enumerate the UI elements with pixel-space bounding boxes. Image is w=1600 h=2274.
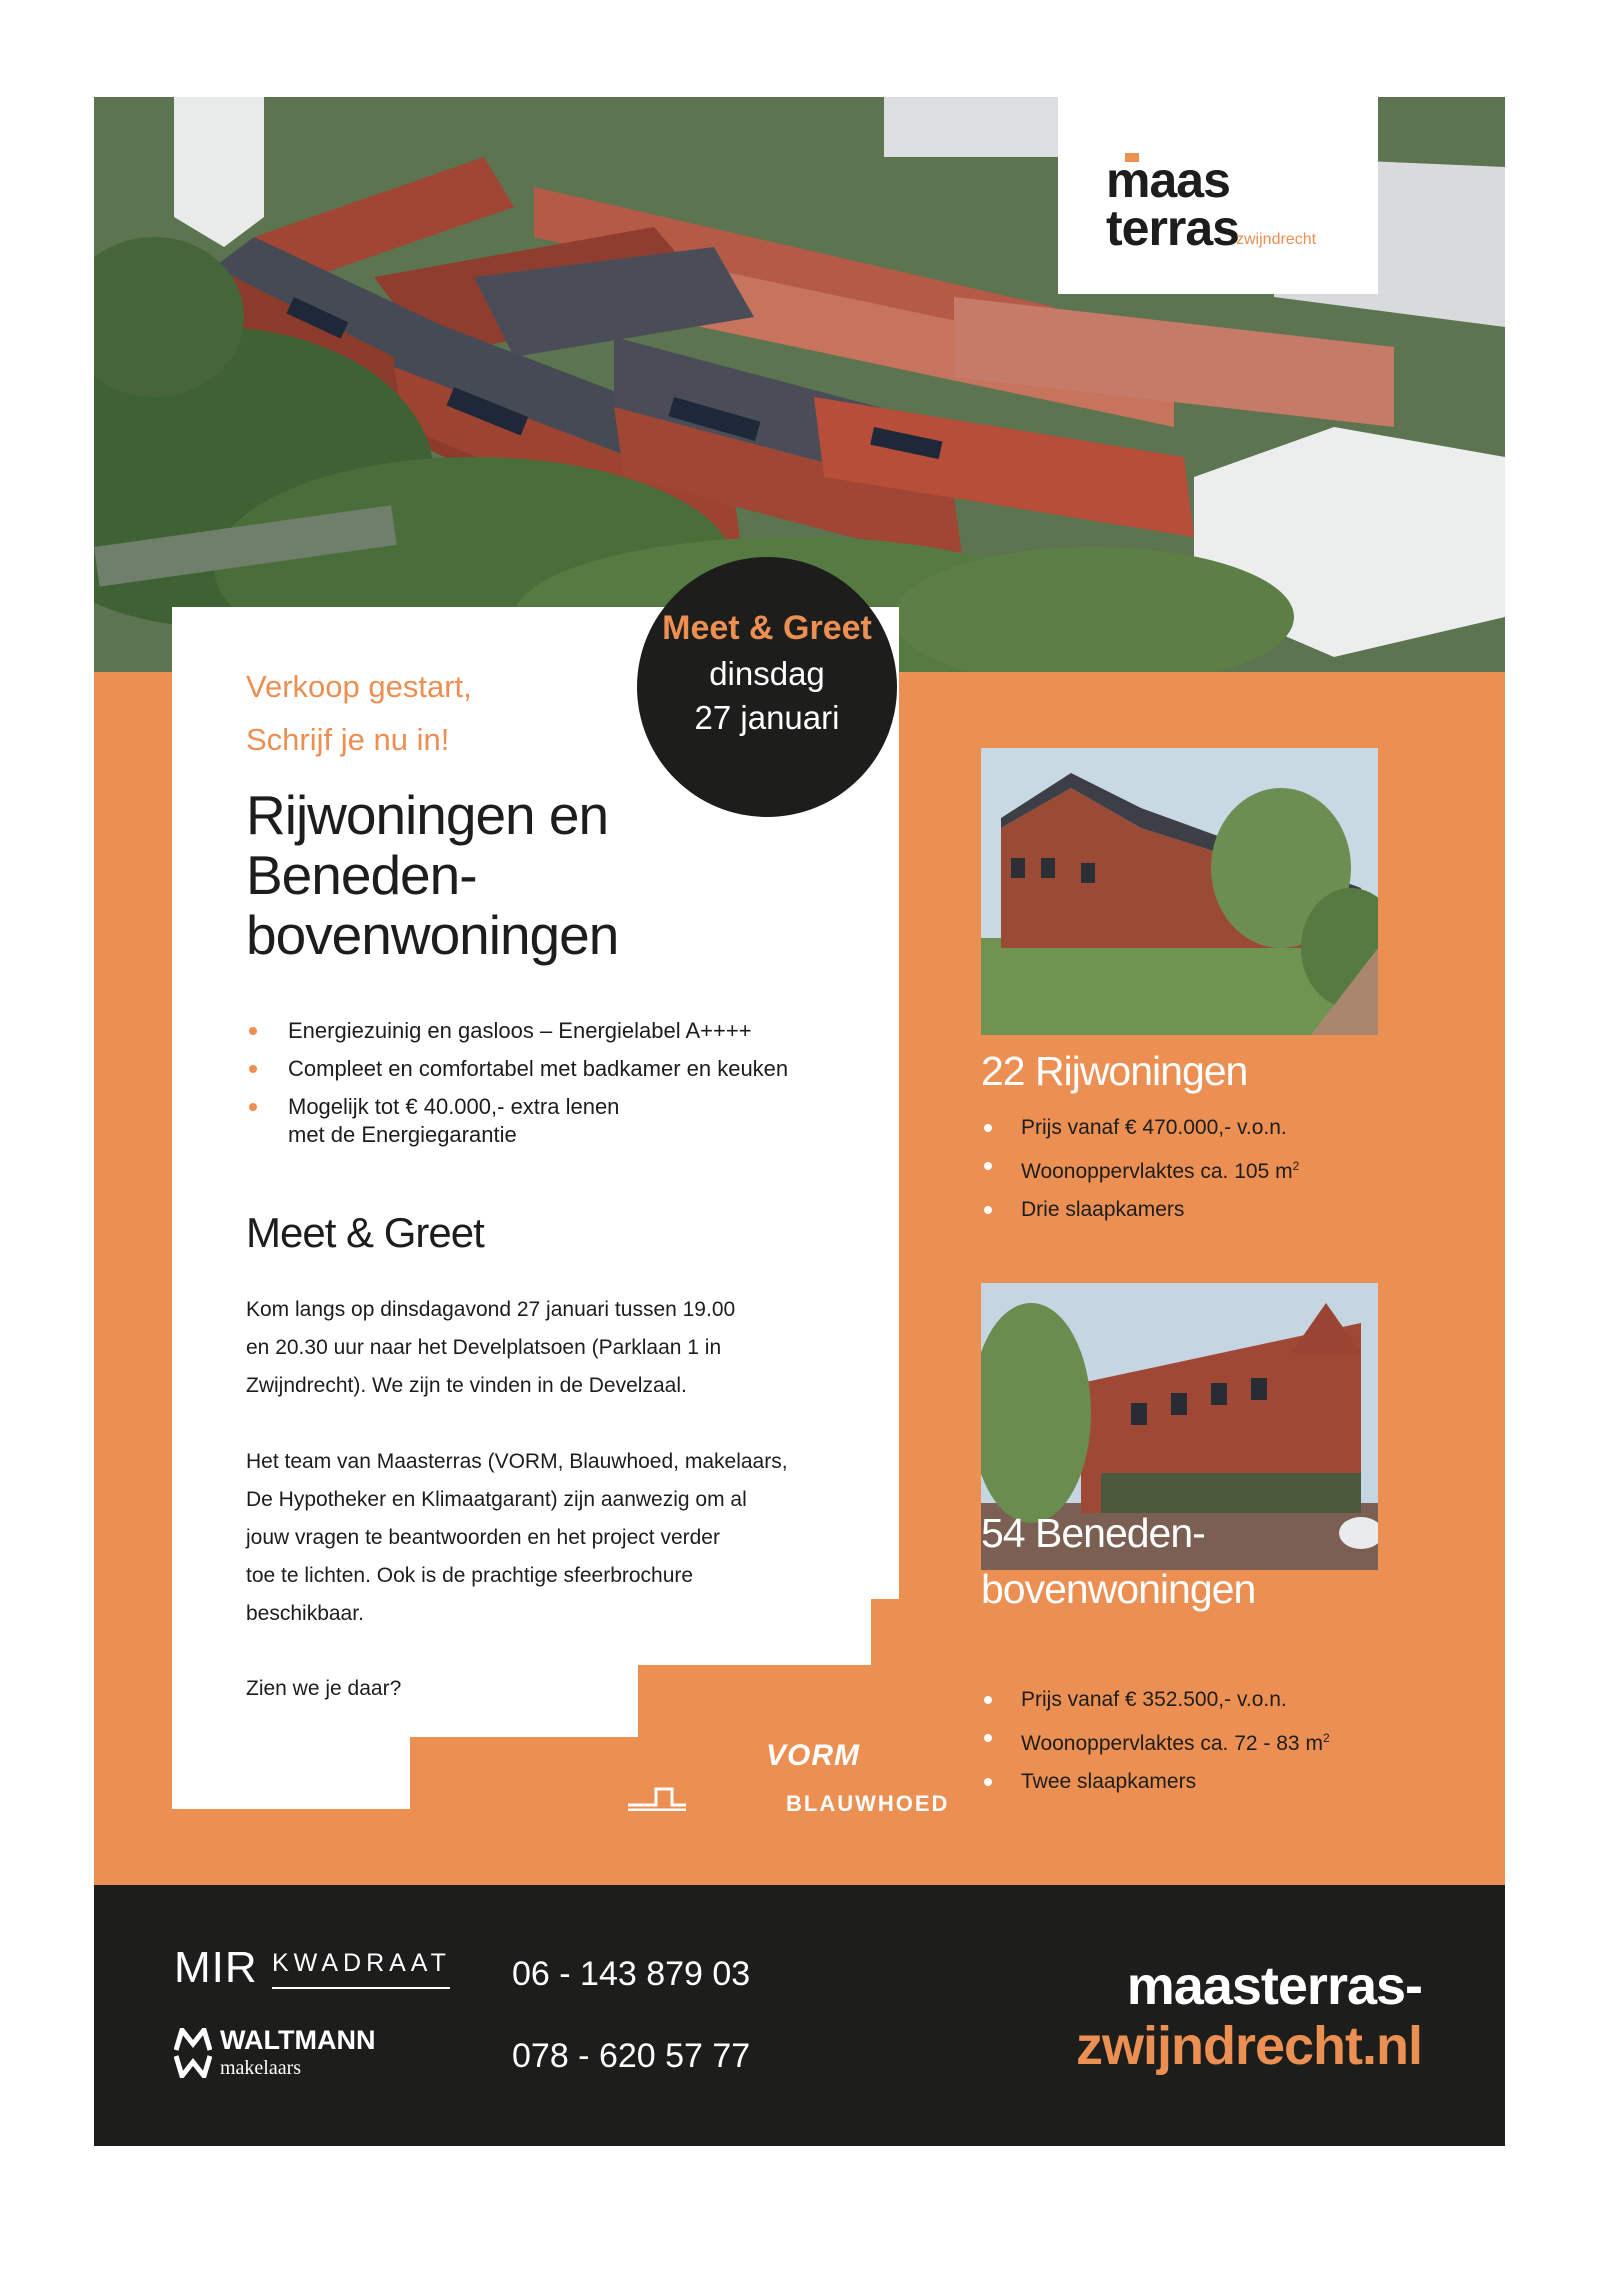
rijwoningen-title: 22 Rijwoningen [981, 1048, 1248, 1094]
paragraph-line: Kom langs op dinsdagavond 27 januari tussen 19.00 [246, 1298, 736, 1321]
bovenwoningen-title [981, 1505, 1255, 1617]
paragraph-line: De Hypotheker en Klimaatgarant) zijn aanwezig om al [246, 1488, 747, 1511]
spec-item: Twee slaapkamers [981, 1763, 1330, 1801]
paragraph-line: en 20.30 uur naar het Develplatsoen (Parklaan 1 in [246, 1336, 722, 1359]
meet-greet-paragraph-1 [246, 1291, 846, 1405]
paragraph-line: jouw vragen te beantwoorden en het project verder [246, 1526, 720, 1549]
info-panel-step-3 [172, 1737, 410, 1809]
unit-superscript: 2 [1322, 1731, 1330, 1745]
feature-list [246, 1012, 806, 1126]
waltmann-subtitle: makelaars [220, 2057, 302, 2079]
blauwhoed-logo: BLAUWHOED [786, 1791, 950, 1816]
rijwoningen-photo [981, 748, 1378, 1035]
logo-line2: terras [1106, 200, 1239, 256]
meet-greet-paragraph-2 [246, 1443, 846, 1633]
mir-logo-text: MIR [174, 1943, 258, 1992]
event-badge [637, 557, 897, 817]
logo-subtitle: zwijndrecht [1236, 231, 1317, 248]
event-badge-title: Meet & Greet [662, 609, 872, 647]
vorm-logo: VORM [766, 1739, 860, 1772]
event-badge-date: 27 januari [694, 699, 840, 736]
feature-item: Mogelijk tot € 40.000,- extra lenen [246, 1088, 806, 1126]
headline-line-3: bovenwoningen [246, 904, 619, 966]
footer [94, 1885, 1505, 2146]
feature-item: Energiezuinig en gasloos – Energielabel A++++ [246, 1012, 806, 1050]
spec-text: Woonoppervlaktes ca. 72 - 83 m [1021, 1732, 1323, 1755]
tagline-line-1: Verkoop gestart, [246, 669, 472, 704]
spec-item: Drie slaapkamers [981, 1191, 1299, 1229]
headline-line-2: Beneden- [246, 844, 477, 906]
meet-greet-title: Meet & Greet [246, 1209, 484, 1256]
spec-item: Prijs vanaf € 352.500,- v.o.n. [981, 1681, 1330, 1719]
tagline-line-2: Schrijf je nu in! [246, 722, 450, 757]
spec-item: Prijs vanaf € 470.000,- v.o.n. [981, 1109, 1299, 1147]
bovenwoningen-specs [981, 1681, 1330, 1801]
rijwoningen-specs [981, 1109, 1299, 1229]
spec-item [981, 1719, 1330, 1763]
headline [246, 785, 618, 965]
kwadraat-logo-text: KWADRAAT [272, 1949, 451, 1977]
unit-superscript: 2 [1292, 1159, 1300, 1173]
phone-number-1[interactable]: 06 - 143 879 03 [512, 1955, 751, 1993]
waltmann-logo-text: WALTMANN [220, 2025, 376, 2055]
logo-line1: maas [1106, 152, 1230, 208]
bovenwoningen-title-line-1: 54 Beneden- [981, 1510, 1205, 1556]
website-line-2[interactable]: zwijndrecht.nl [1075, 2016, 1422, 2076]
paragraph-line: Het team van Maasterras (VORM, Blauwhoed, makelaars, [246, 1450, 788, 1473]
meet-greet-closing: Zien we je daar? [246, 1677, 402, 1700]
waltmann-icon [174, 2028, 212, 2078]
maasterras-logo [1058, 97, 1378, 294]
event-badge-day: dinsdag [709, 655, 825, 692]
paragraph-line: Zwijndrecht). We zijn te vinden in de Develzaal. [246, 1374, 687, 1397]
feature-continuation: met de Energiegarantie [288, 1122, 517, 1147]
bovenwoningen-title-line-2: bovenwoningen [981, 1566, 1256, 1612]
kwadraat-underline [272, 1987, 450, 1989]
spec-item [981, 1147, 1299, 1191]
spec-text: Woonoppervlaktes ca. 105 m [1021, 1160, 1293, 1183]
phone-number-2[interactable]: 078 - 620 57 77 [512, 2037, 751, 2075]
feature-item: Compleet en comfortabel met badkamer en keuken [246, 1050, 806, 1088]
headline-line-1: Rijwoningen en [246, 784, 609, 846]
paragraph-line: toe te lichten. Ook is de prachtige sfeerbrochure [246, 1564, 694, 1587]
poster [94, 97, 1505, 2146]
paragraph-line: beschikbaar. [246, 1602, 364, 1625]
blauwhoed-icon [628, 1785, 776, 1811]
website-line-1[interactable]: maasterras- [1126, 1956, 1422, 2016]
